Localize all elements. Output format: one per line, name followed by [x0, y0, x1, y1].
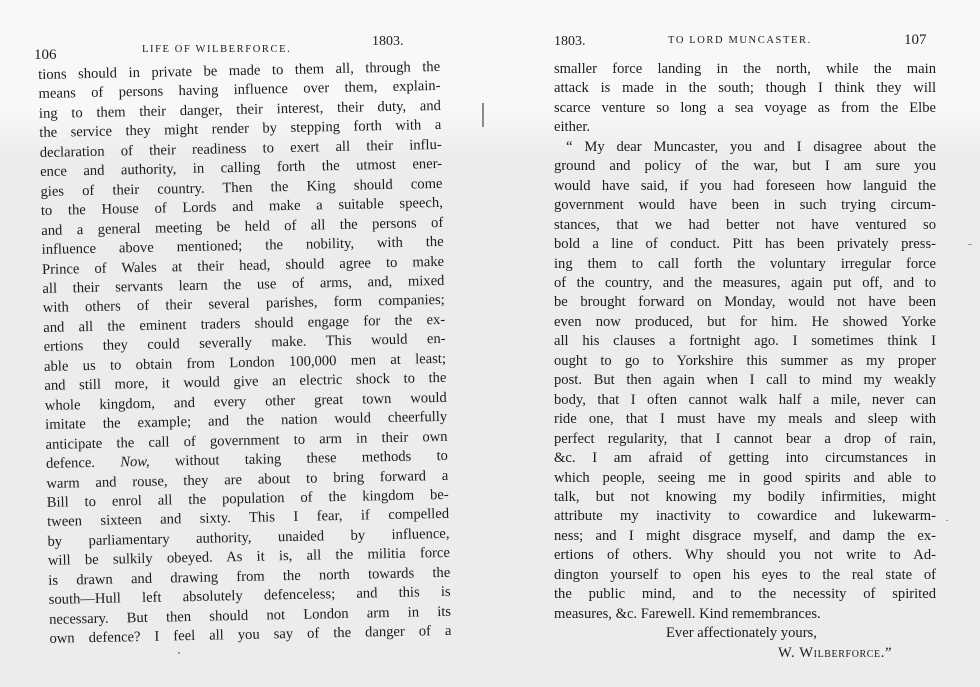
- text-line: would have said, if you had foreseen how languid the: [554, 177, 936, 194]
- text-line: bold a line of conduct. Pitt has been privately press-: [554, 236, 936, 253]
- text-line: all their servants learn the use of arms, and, mixed: [42, 272, 445, 297]
- text-line: even now produced, but for him. He showed Yorke: [554, 313, 936, 330]
- text-line: imitate the example; and the nation would cheerfully: [45, 409, 448, 434]
- text-line: tions should in private be made to them all, through the: [38, 58, 441, 83]
- text-line: ertions of others. Why should you not write to Ad-: [554, 547, 936, 564]
- text-line: is drawn and drawing from the north towards the: [48, 564, 451, 589]
- text-line: declaration of their readiness to exert all their influ-: [39, 136, 442, 161]
- text-line: necessary. But then should not London arm in its: [48, 603, 452, 628]
- left-page-body: [38, 58, 452, 650]
- text-line: ing to them their danger, their interest, their duty, and: [38, 97, 442, 122]
- text-line: post. But then again when I call to mind my weakly: [554, 372, 936, 389]
- emphasis: Now,: [120, 453, 150, 471]
- text-line: dington yourself to open his eyes to the real state of: [554, 566, 936, 583]
- text-line: with others of their several parishes, form companies;: [42, 292, 445, 317]
- text-line: ride one, that I must have my meals and sleep with: [554, 411, 936, 428]
- text-line: body, that I often cannot walk half a mile, never can: [554, 391, 936, 408]
- running-head: TO LORD MUNCASTER.: [668, 35, 812, 46]
- text-line: ence and authority, in calling forth the utmost ener-: [39, 156, 443, 181]
- letter-closing: Ever affectionately yours,: [666, 625, 817, 642]
- text-line: means of persons having influence over them, explain-: [38, 78, 441, 103]
- text-line: able us to obtain from London 100,000 men at least;: [43, 350, 447, 375]
- page-number: 106: [34, 47, 57, 63]
- header-year: 1803.: [554, 34, 586, 49]
- text-line: ought to go to Yorkshire this summer as my proper: [554, 352, 936, 369]
- text-line: scarce venture so long a sea voyage as from the Elbe: [554, 99, 936, 116]
- text-line: ground and policy of the war, but I am sure you: [554, 158, 936, 175]
- text-line: smaller force landing in the north, while the main: [554, 61, 936, 77]
- text-line: either.: [554, 119, 591, 136]
- text-line: and a general meeting be held of all the persons of: [41, 214, 444, 239]
- running-head: LIFE OF WILBERFORCE.: [142, 44, 292, 55]
- text-line: ing them to call forth the voluntary irregular force: [554, 255, 936, 272]
- text-line: and all the eminent traders should engage for the ex-: [43, 311, 446, 336]
- text-line: Prince of Wales at their head, should agree to make: [41, 253, 445, 278]
- scan-speck: [946, 520, 948, 521]
- text-line: own defence? I feel all you say of the danger of a: [49, 622, 452, 648]
- text-line: attack is made in the south; though I think they will: [554, 80, 936, 97]
- text-line: government would have been in such trying circum-: [554, 197, 936, 214]
- text-line: by parliamentary authority, unaided by influence,: [47, 525, 450, 550]
- text-line: whole kingdom, and every other great town would: [44, 389, 447, 414]
- text-line: the service they might render by stepping forth with a: [39, 117, 442, 142]
- text-line: will be sulkily obeyed. As it is, all the militia force: [47, 545, 451, 570]
- text-line: of the country, and the measures, again put off, and to: [554, 274, 936, 291]
- scan-speck: [968, 244, 972, 245]
- text-line: and still more, it would give an electric shock to the: [44, 370, 447, 395]
- text-line: the public mind, and to the necessity of spirited: [554, 586, 936, 603]
- text-line: warm and rouse, they are about to bring forward a: [46, 467, 449, 492]
- text-line: Bill to enrol all the population of the kingdom be-: [46, 486, 449, 511]
- page-number: 107: [904, 32, 927, 48]
- text-line: be brought forward on Monday, would not have been: [554, 294, 936, 311]
- text-line: which people, seeing me in good spirits and able to: [554, 469, 936, 486]
- text-line: influence above mentioned; the nobility, with the: [41, 233, 444, 259]
- text-line: attribute my inactivity to cowardice and lukewarm-: [554, 508, 936, 525]
- text-line: defence. Now, without taking these methods to: [45, 447, 449, 472]
- text-line: all his clauses a fortnight ago. I sometimes think I: [554, 333, 936, 350]
- letter-signature: W. Wilberforce.”: [778, 644, 893, 661]
- text-line: ness; and I might disgrace myself, and damp the ex-: [554, 527, 936, 544]
- text-line: tween sixteen and sixty. This I fear, if compelled: [46, 506, 450, 531]
- text-line: measures, &c. Farewell. Kind remembrances.: [554, 605, 821, 622]
- text-line: “ My dear Muncaster, you and I disagree about the: [566, 138, 936, 155]
- header-year: 1803.: [372, 34, 404, 49]
- right-page-body: [554, 60, 936, 663]
- text-line: gies of their country. Then the King should come: [40, 175, 443, 200]
- text-line: stances, that we had better not have ventured so: [554, 216, 936, 233]
- scan-speck: [178, 652, 180, 654]
- text-line: ertions they could severally make. This would en-: [43, 331, 446, 356]
- text-line: south—Hull left absolutely defenceless; and this is: [48, 584, 451, 609]
- text-line: talk, but not knowing my bodily infirmities, might: [554, 488, 936, 505]
- gutter-mark: [482, 103, 484, 127]
- text-line: perfect regularity, that I cannot bear a drop of rain,: [554, 430, 936, 447]
- right-page: [490, 0, 980, 687]
- text-line: to the House of Lords and make a suitable speech,: [40, 195, 443, 220]
- text-line: anticipate the call of government to arm in their own: [45, 428, 448, 453]
- text-line: &c. I am afraid of getting into circumstances in: [554, 450, 936, 467]
